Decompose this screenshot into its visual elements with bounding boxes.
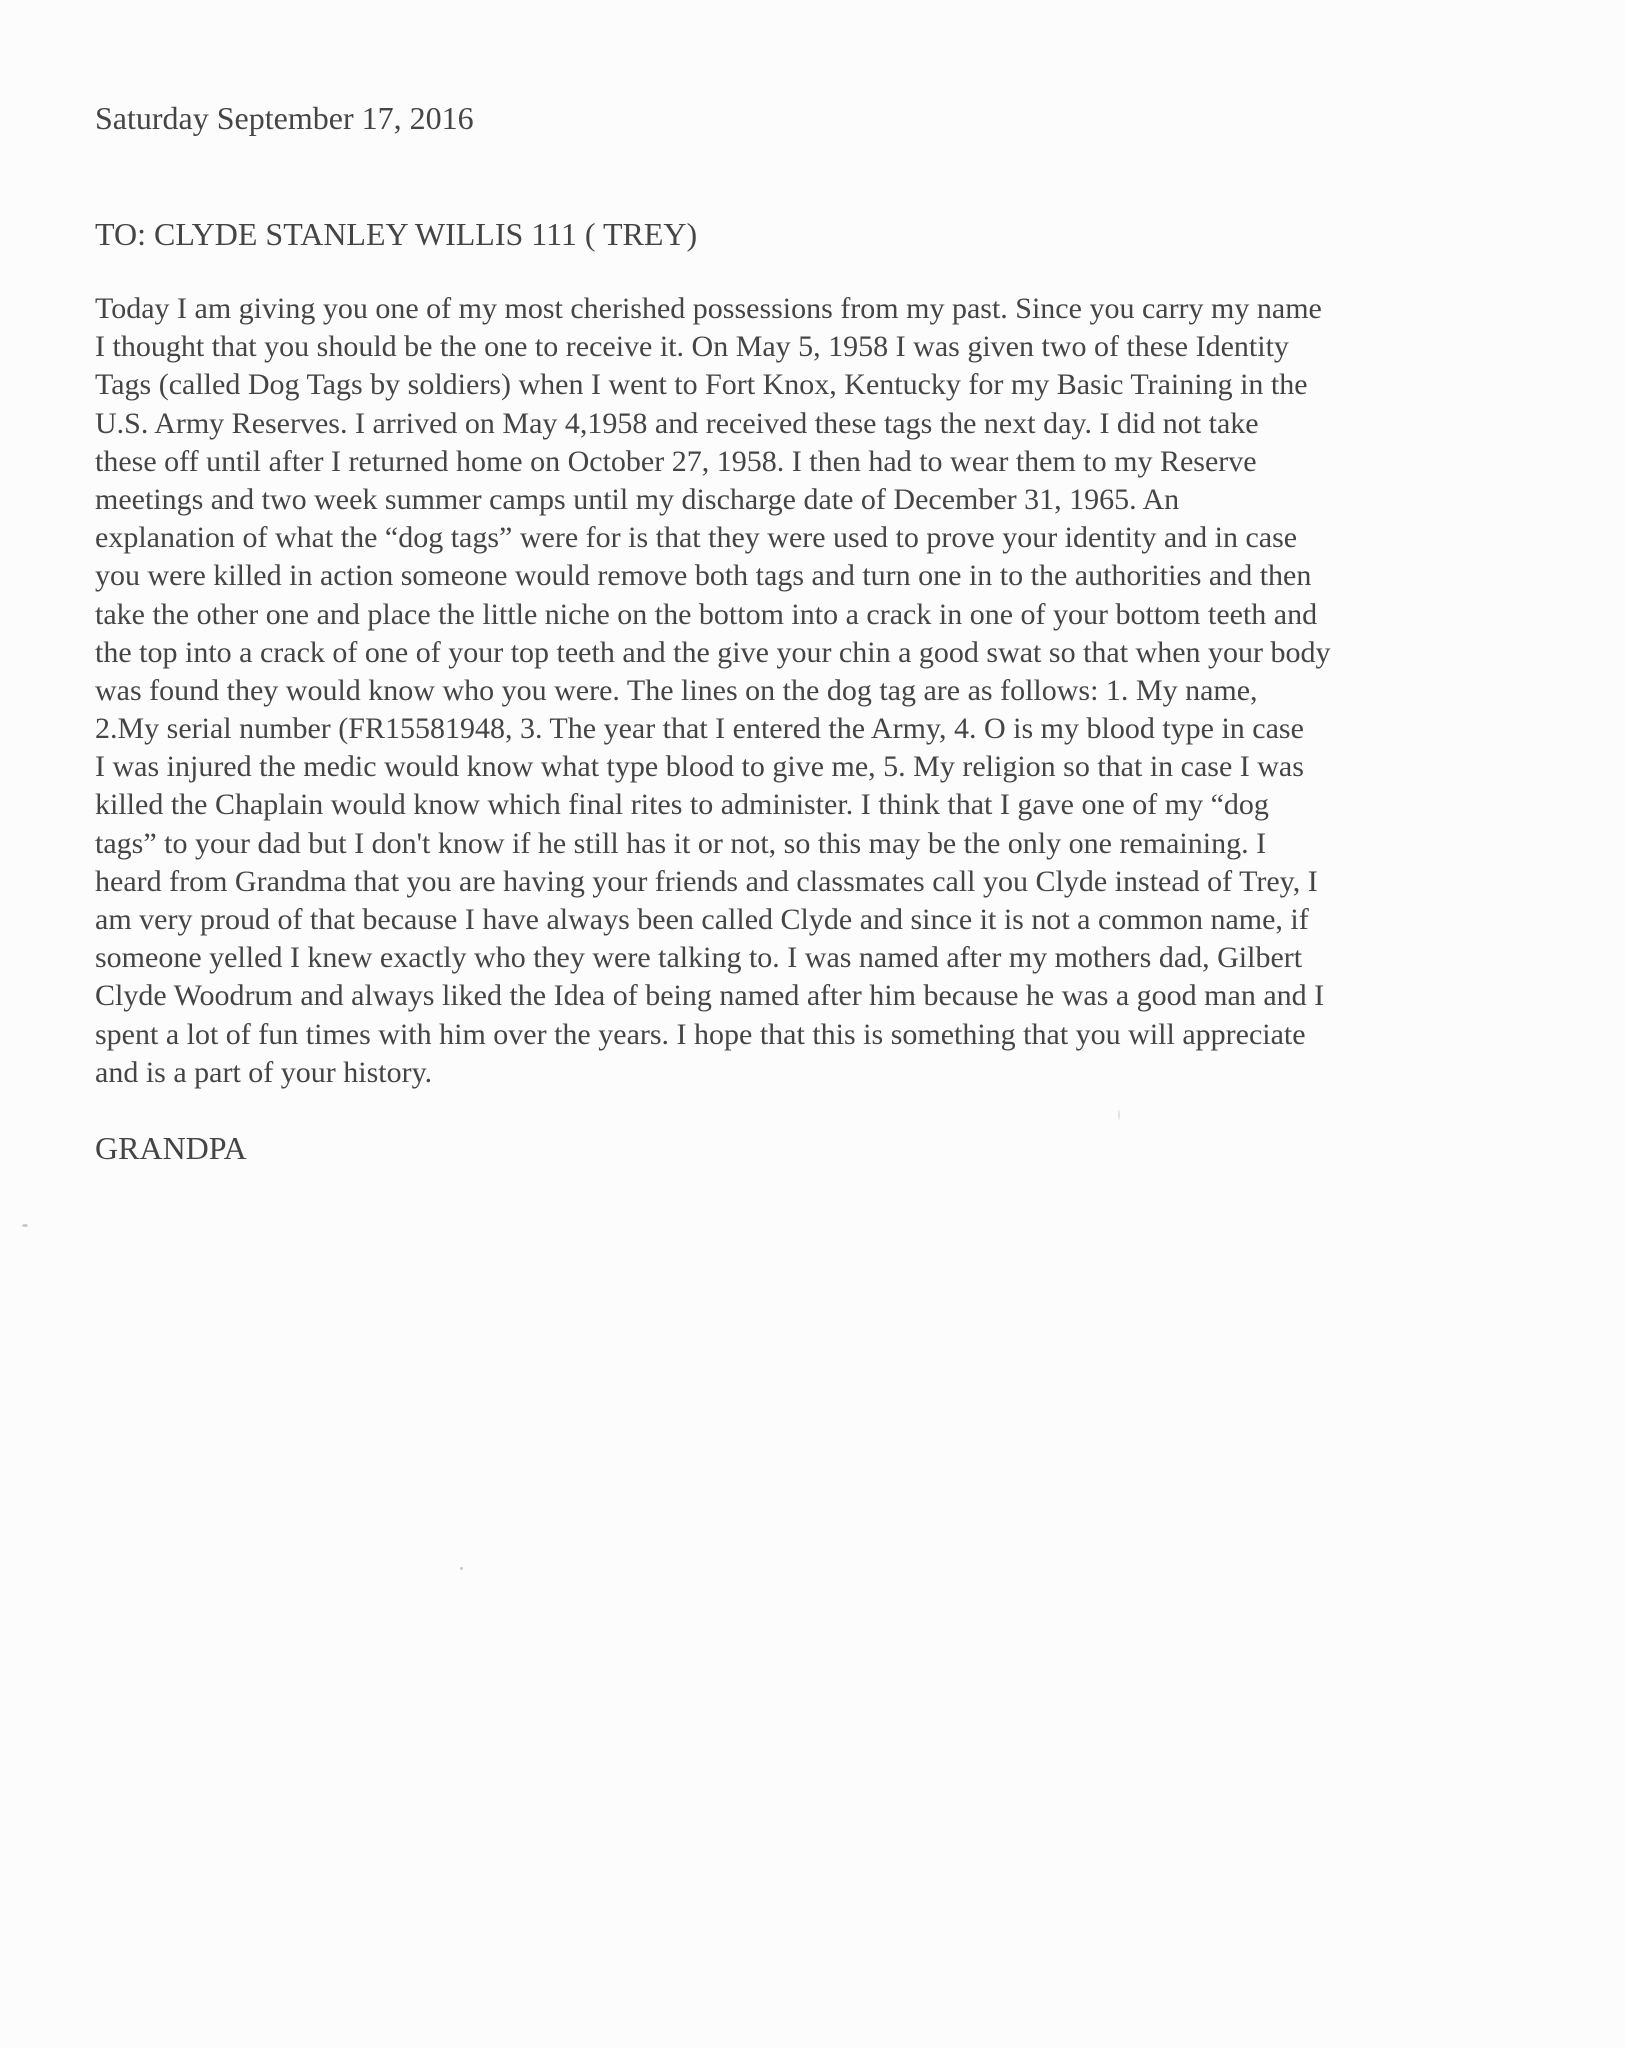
scan-speck [1118, 1110, 1120, 1120]
body-line: I thought that you should be the one to receive it. On May 5, 1958 I was given two of these Identity [95, 330, 1289, 364]
body-line: I was injured the medic would know what type blood to give me, 5. My religion so that in case I was [95, 750, 1304, 784]
body-line: Tags (called Dog Tags by soldiers) when I went to Fort Knox, Kentucky for my Basic Training in the [95, 368, 1308, 402]
body-line: 2.My serial number (FR15581948, 3. The year that I entered the Army, 4. O is my blood type in case [95, 712, 1304, 746]
body-line: Today I am giving you one of my most cherished possessions from my past. Since you carry my name [95, 292, 1322, 325]
body-line: you were killed in action someone would remove both tags and turn one in to the authorities and then [95, 559, 1312, 593]
body-line: was found they would know who you were. The lines on the dog tag are as follows: 1. My name, [95, 673, 1258, 707]
body-line: and is a part of your history. [95, 1055, 433, 1089]
scan-speck [22, 1224, 28, 1227]
body-line: these off until after I returned home on October 27, 1958. I then had to wear them to my Reserve [95, 444, 1257, 478]
body-line: am very proud of that because I have always been called Clyde and since it is not a common name, if [95, 903, 1309, 936]
letter-signature: GRANDPA [95, 1130, 247, 1166]
body-line: tags” to your dad but I don't know if he still has it or not, so this may be the only one remaining. I [95, 826, 1267, 860]
letter-recipient: TO: CLYDE STANLEY WILLIS 111 ( TREY) [95, 216, 698, 252]
body-line: someone yelled I knew exactly who they were talking to. I was named after my mothers dad, Gilbert [95, 941, 1303, 975]
body-line: take the other one and place the little niche on the bottom into a crack in one of your bottom teeth and [95, 597, 1318, 631]
body-line: meetings and two week summer camps until my discharge date of December 31, 1965. An [95, 482, 1180, 516]
body-line: spent a lot of fun times with him over the years. I hope that this is something that you will appreciate [95, 1017, 1306, 1051]
body-line: killed the Chaplain would know which final rites to administer. I think that I gave one of my “dog [95, 788, 1269, 822]
scan-speck [460, 1567, 463, 1570]
letter-date: Saturday September 17, 2016 [95, 100, 474, 136]
body-line: U.S. Army Reserves. I arrived on May 4,1958 and received these tags the next day. I did not take [95, 406, 1259, 440]
letter-body [95, 290, 1535, 1092]
body-line: the top into a crack of one of your top teeth and the give your chin a good swat so that when your body [95, 635, 1331, 669]
body-line: explanation of what the “dog tags” were for is that they were used to prove your identity and in case [95, 521, 1298, 555]
body-line: heard from Grandma that you are having your friends and classmates call you Clyde instead of Trey, I [95, 864, 1318, 898]
body-line: Clyde Woodrum and always liked the Idea of being named after him because he was a good man and I [95, 979, 1325, 1013]
